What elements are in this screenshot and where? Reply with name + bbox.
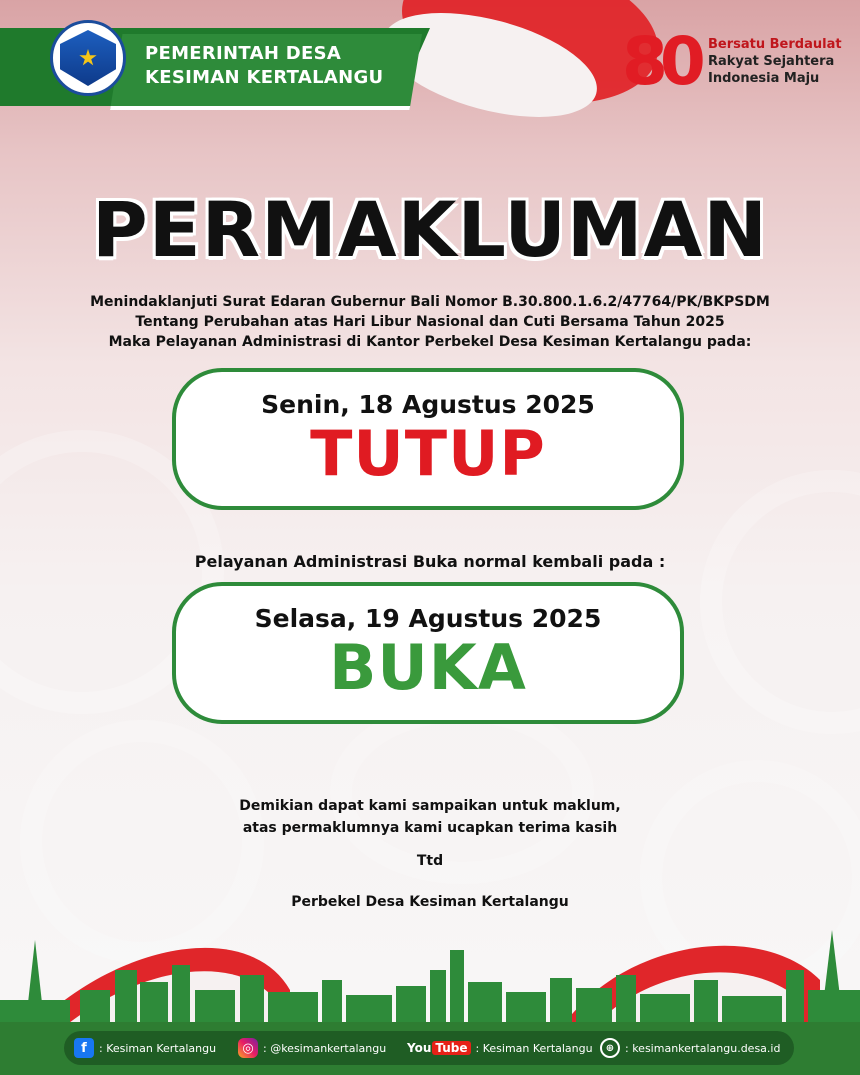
open-status: BUKA — [329, 631, 527, 704]
website-url: : kesimankertalangu.desa.id — [625, 1041, 781, 1055]
footer-instagram[interactable] — [238, 1037, 386, 1059]
facebook-icon: f — [74, 1038, 94, 1058]
closing-line-1: Demikian dapat kami sampaikan untuk maklum, — [239, 798, 621, 814]
anniversary-80-badge — [622, 23, 706, 100]
instagram-handle: : @kesimankertalangu — [263, 1041, 387, 1055]
signatory: Perbekel Desa Kesiman Kertalangu — [291, 894, 569, 910]
slogan — [708, 36, 842, 87]
closed-date: Senin, 18 Agustus 2025 — [261, 390, 595, 419]
footer-facebook[interactable] — [74, 1037, 216, 1059]
intro-text — [0, 292, 860, 352]
slogan-line-2: Rakyat Sejahtera — [708, 54, 835, 69]
youtube-handle: : Kesiman Kertalangu — [475, 1041, 593, 1055]
page-title: PERMAKLUMAN — [92, 185, 768, 274]
facebook-handle: : Kesiman Kertalangu — [99, 1041, 217, 1055]
badge-number: 80 — [622, 23, 698, 100]
footer-youtube[interactable] — [407, 1037, 593, 1059]
footer-website[interactable] — [600, 1037, 780, 1059]
closed-status: TUTUP — [310, 417, 546, 490]
village-emblem-icon — [50, 20, 126, 96]
ttd-label: Ttd — [416, 853, 444, 869]
open-notice-box — [172, 582, 684, 724]
slogan-line-3: Indonesia Maju — [708, 71, 820, 86]
header-title — [145, 42, 383, 90]
globe-icon: ⊕ — [600, 1038, 620, 1058]
intro-line-3: Maka Pelayanan Administrasi di Kantor Perbekel Desa Kesiman Kertalangu pada: — [108, 334, 752, 350]
header-line-2: KESIMAN KERTALANGU — [145, 67, 384, 88]
closing-line-2: atas permaklumnya kami ucapkan terima kasih — [242, 820, 618, 836]
open-date: Selasa, 19 Agustus 2025 — [254, 604, 602, 633]
star-icon — [79, 49, 97, 67]
intro-line-2: Tentang Perubahan atas Hari Libur Nasional dan Cuti Bersama Tahun 2025 — [135, 314, 725, 330]
slogan-line-1: Bersatu Berdaulat — [708, 37, 842, 52]
header-line-1: PEMERINTAH DESA — [145, 43, 342, 64]
closed-notice-box — [172, 368, 684, 510]
intro-line-1: Menindaklanjuti Surat Edaran Gubernur Bali Nomor B.30.800.1.6.2/47764/PK/BKPSDM — [90, 294, 770, 310]
reopen-text: Pelayanan Administrasi Buka normal kembali pada : — [194, 552, 666, 571]
youtube-icon: You Tube — [407, 1038, 471, 1058]
closing-text — [0, 795, 860, 839]
decor-swirl — [700, 470, 860, 734]
instagram-icon: ◎ — [238, 1038, 258, 1058]
city-skyline-illustration — [0, 920, 860, 1030]
